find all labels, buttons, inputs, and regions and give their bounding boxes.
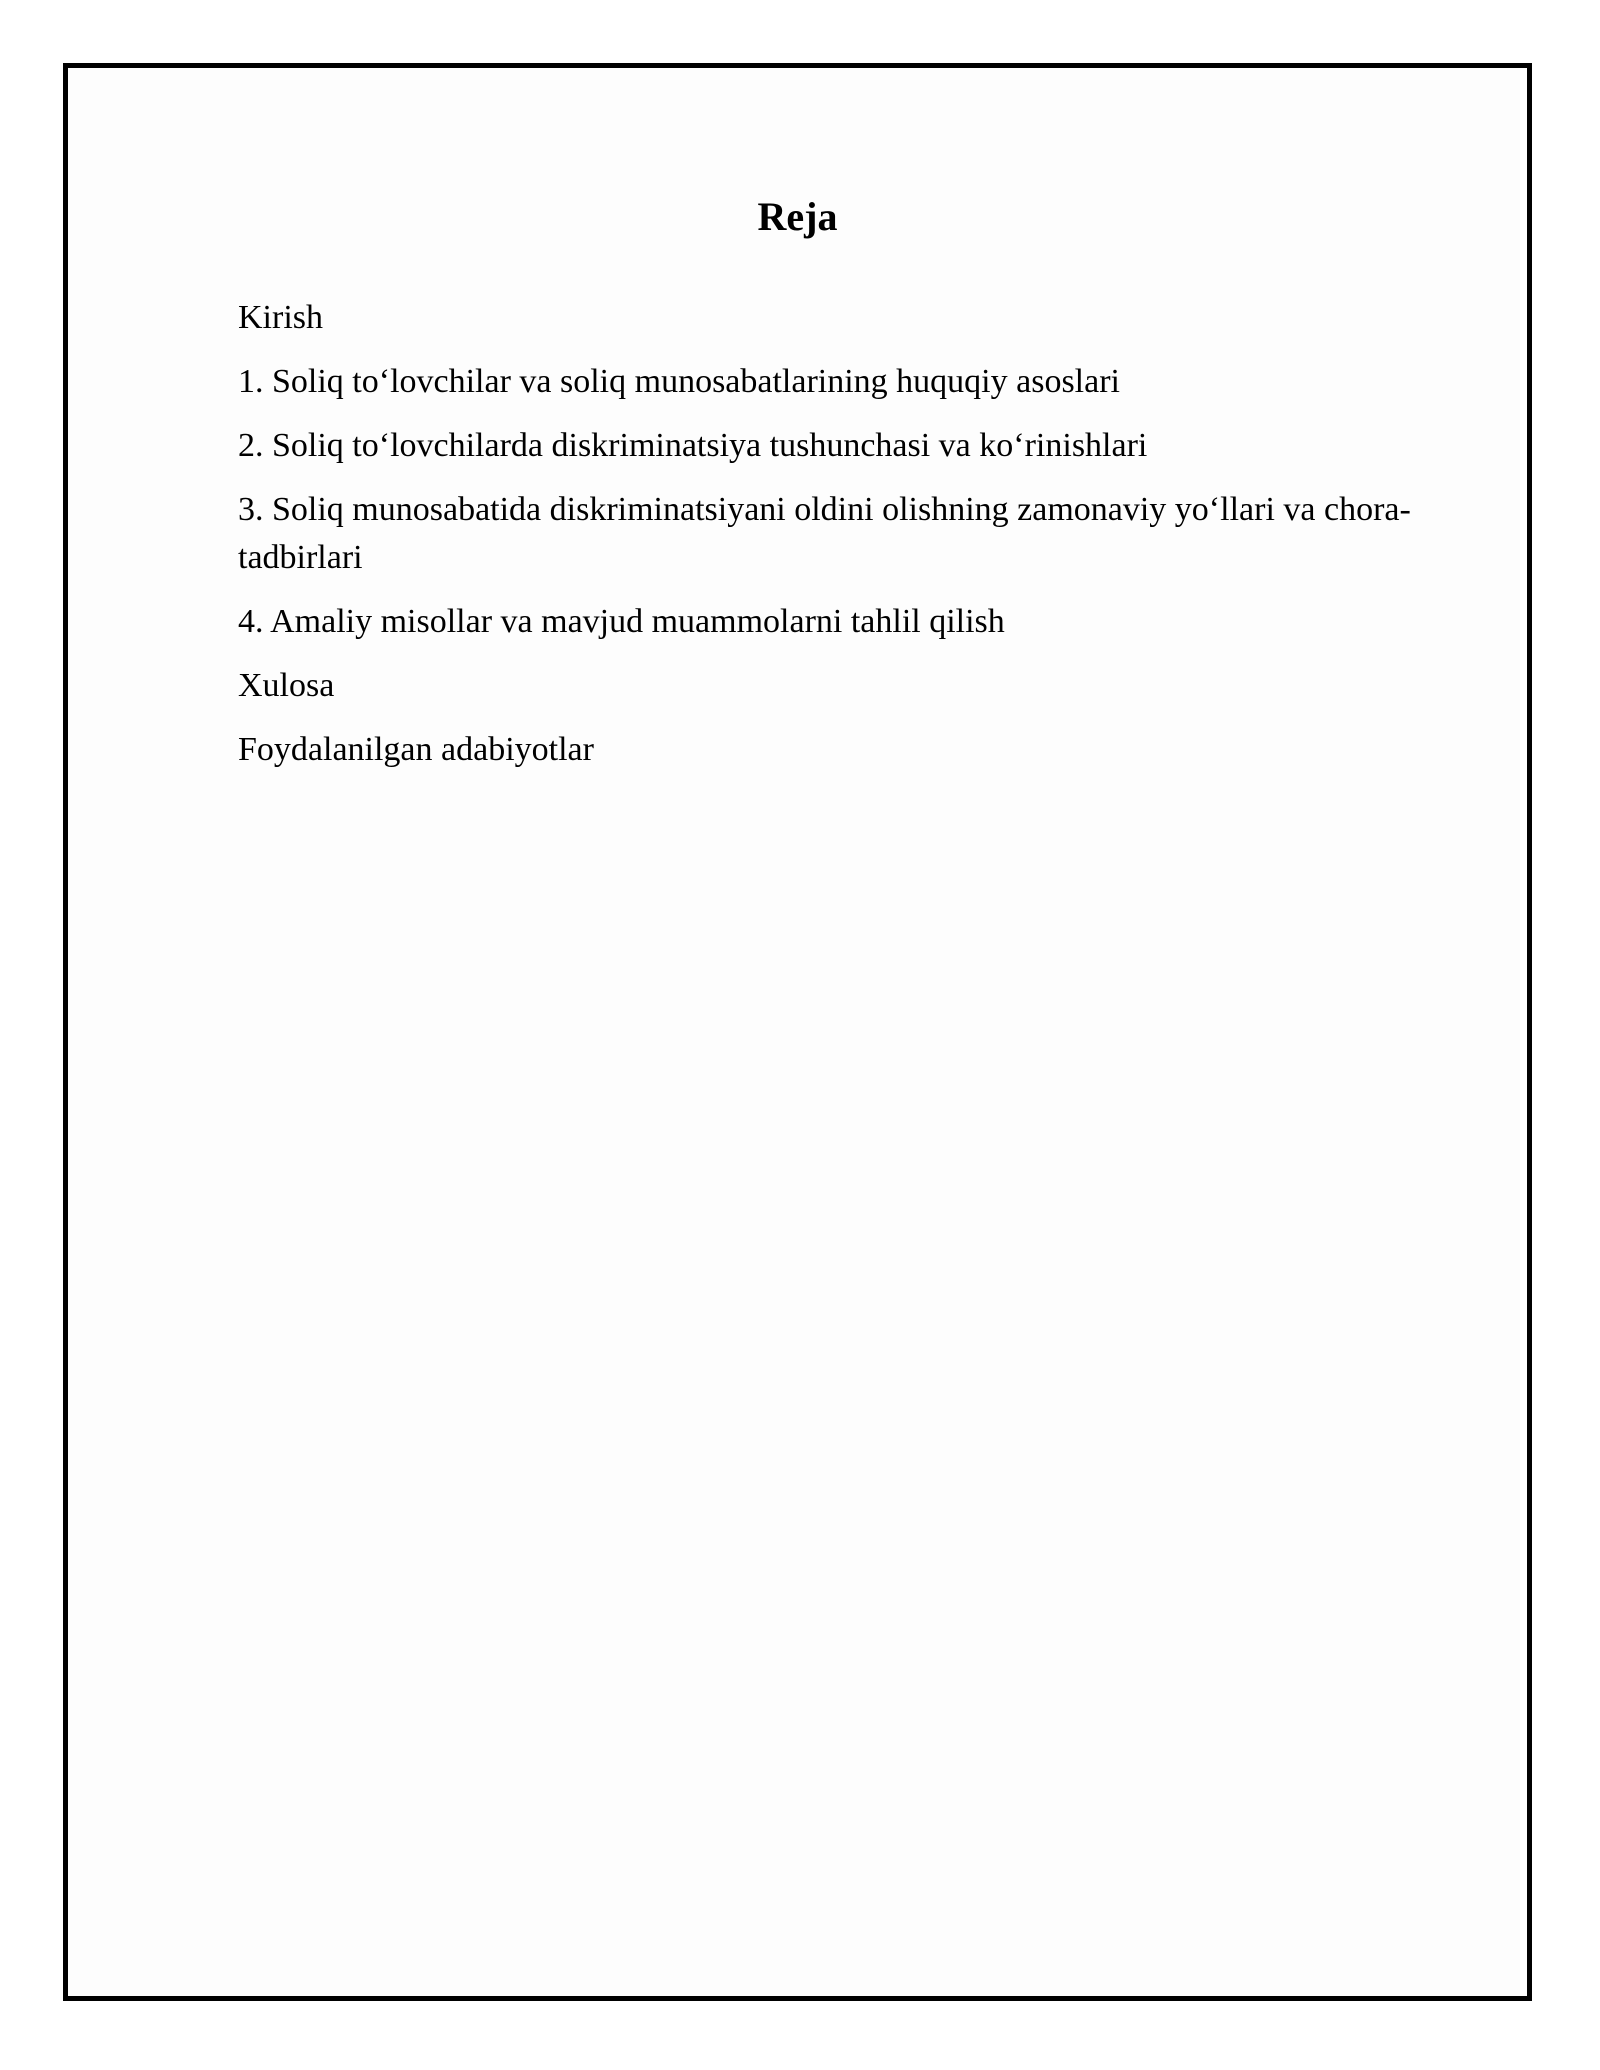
outline-item-2: 2. Soliq to‘lovchilarda diskriminatsiya tushunchasi va ko‘rinishlari [238,427,1148,464]
page-border-frame [63,63,1532,2001]
outline-item-references: Foydalanilgan adabiyotlar [238,731,594,768]
outline-list [238,294,1438,790]
outline-item-introduction: Kirish [238,299,323,336]
outline-item-4: 4. Amaliy misollar va mavjud muammolarni tahlil qilish [238,603,1005,640]
outline-item-1: 1. Soliq to‘lovchilar va soliq munosabatlarining huquqiy asoslari [238,363,1120,400]
page-title: Reja [757,194,838,239]
outline-item-conclusion: Xulosa [238,667,335,704]
outline-item-3: 3. Soliq munosabatida diskriminatsiyani oldini olishning zamonaviy yo‘llari va chora-tadbirlari [238,491,1411,576]
